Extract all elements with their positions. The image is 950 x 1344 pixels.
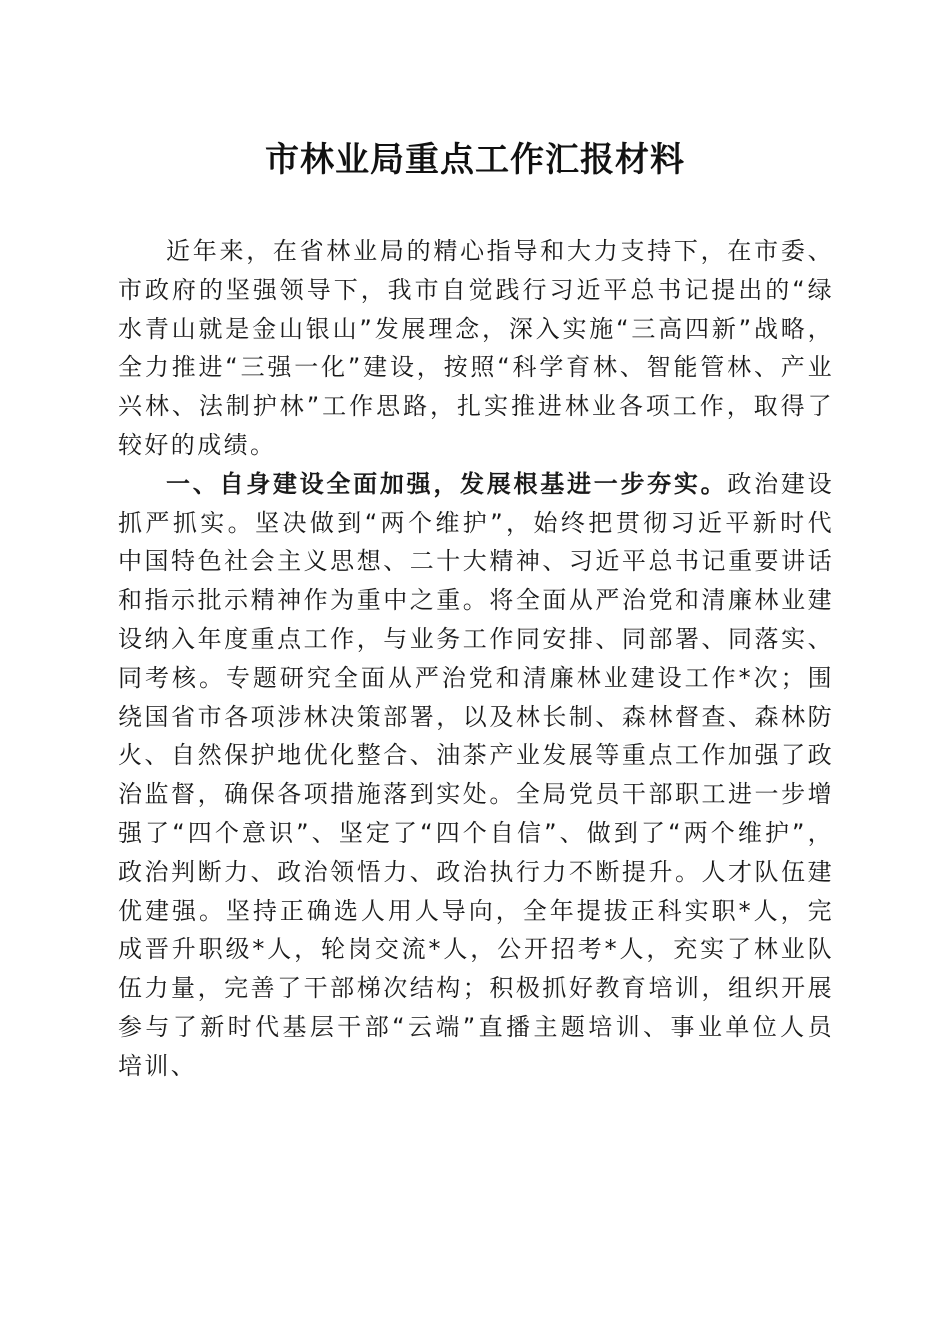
section-1-paragraph bbox=[118, 465, 834, 1086]
document-body bbox=[118, 232, 834, 1086]
intro-paragraph: 近年来，在省林业局的精心指导和大力支持下，在市委、市政府的坚强领导下，我市自觉践行习近平总书记提出的“绿水青山就是金山银山”发展理念，深入实施“三高四新”战略，全力推进“三强一化”建设，按照“科学育林、智能管林、产业兴林、法制护林”工作思路，扎实推进林业各项工作，取得了较好的成绩。 bbox=[118, 237, 834, 459]
section-1-heading: 一、自身建设全面加强，发展根基进一步夯实。 bbox=[166, 469, 728, 498]
document-title: 市林业局重点工作汇报材料 bbox=[265, 140, 685, 180]
section-1-body: 政治建设抓严抓实。坚决做到“两个维护”，始终把贯彻习近平新时代中国特色社会主义思想、二十大精神、习近平总书记重要讲话和指示批示精神作为重中之重。将全面从严治党和清廉林业建设纳入年度重点工作，与业务工作同安排、同部署、同落实、同考核。专题研究全面从严治党和清廉林业建设工作*次；围绕国省市各项涉林决策部署，以及林长制、森林督查、森林防火、自然保护地优化整合、油茶产业发展等重点工作加强了政治监督，确保各项措施落到实处。全局党员干部职工进一步增强了“四个意识”、坚定了“四个自信”、做到了“两个维护”，政治判断力、政治领悟力、政治执行力不断提升。人才队伍建优建强。坚持正确选人用人导向，全年提拔正科实职*人，完成晋升职级*人，轮岗交流*人，公开招考*人，充实了林业队伍力量，完善了干部梯次结构；积极抓好教育培训，组织开展参与了新时代基层干部“云端”直播主题培训、事业单位人员培训、 bbox=[118, 469, 834, 1080]
